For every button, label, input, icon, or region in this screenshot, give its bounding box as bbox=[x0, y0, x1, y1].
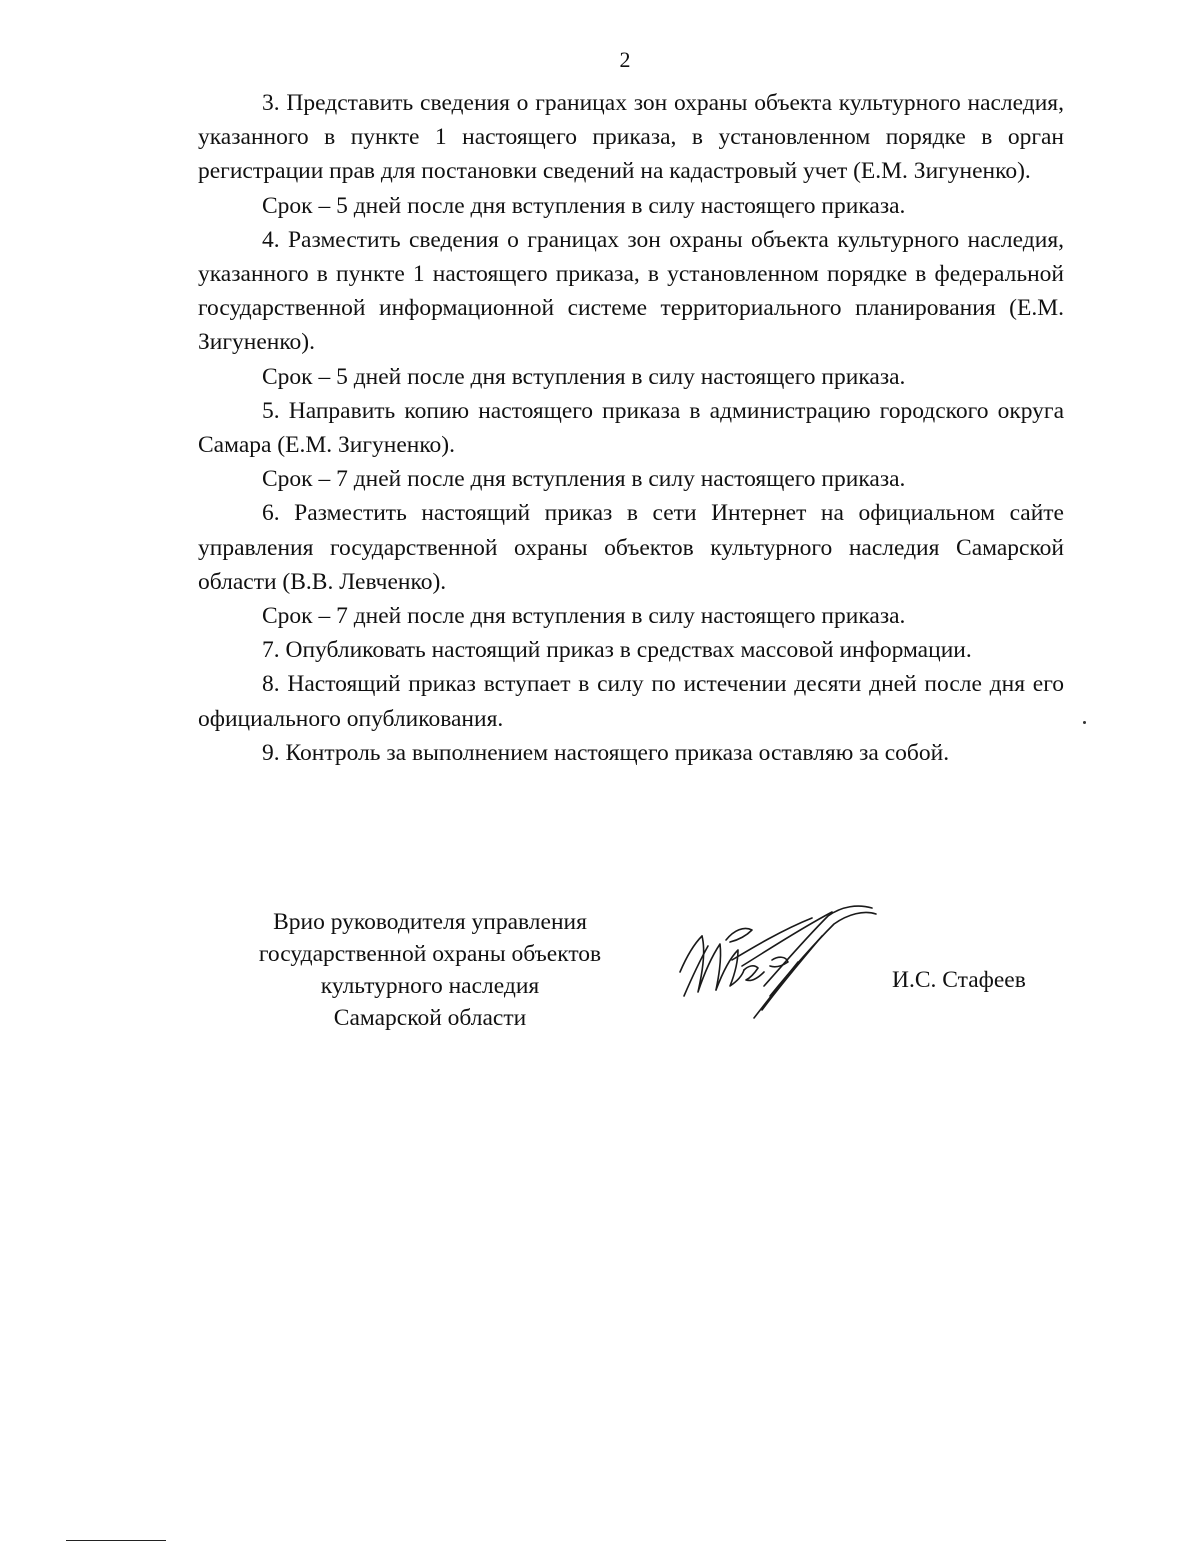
paragraph-deadline-4: Срок – 5 дней после дня вступления в силу настоящего приказа. bbox=[262, 363, 906, 390]
page-number: 2 bbox=[619, 47, 631, 72]
handwritten-signature-icon bbox=[672, 900, 882, 1024]
paragraph-deadline-5: Срок – 7 дней после дня вступления в силу настоящего приказа. bbox=[262, 466, 906, 493]
paragraph-item-5: 5. Направить копию настоящего приказа в администрацию городского округа Самара (Е.М. Зигуненко). bbox=[198, 397, 1064, 459]
paragraph-deadline-3: Срок – 5 дней после дня вступления в силу настоящего приказа. bbox=[262, 192, 906, 219]
signatory-title-line: государственной охраны объектов bbox=[258, 941, 602, 967]
paragraph-item-8: 8. Настоящий приказ вступает в силу по истечении десяти дней после дня его официального опубликования. bbox=[198, 671, 1064, 732]
paragraph-deadline-6: Срок – 7 дней после дня вступления в силу настоящего приказа. bbox=[262, 603, 906, 630]
paragraph-item-7: 7. Опубликовать настоящий приказ в средствах массовой информации. bbox=[262, 637, 972, 664]
paragraph-item-3: 3. Представить сведения о границах зон охраны объекта культурного наследия, указанного в пункте 1 настоящего приказа, в установленном порядке в орган регистрации прав для постановки сведений на кадастровый учет (Е.М. Зигуненко). bbox=[198, 90, 1064, 185]
paragraph-item-9: 9. Контроль за выполнением настоящего приказа оставляю за собой. bbox=[262, 739, 950, 766]
footer-rule bbox=[66, 1540, 166, 1541]
signatory-title bbox=[220, 906, 640, 1034]
scan-speck bbox=[1083, 721, 1086, 724]
signatory-title-line: Самарской области bbox=[333, 1005, 527, 1031]
document-body bbox=[198, 86, 1064, 770]
signatory-title-line: культурного наследия bbox=[320, 973, 540, 999]
signer-name: И.С. Стафеев bbox=[892, 967, 1026, 993]
paragraph-item-6: 6. Разместить настоящий приказ в сети Интернет на официальном сайте управления государственной охраны объектов культурного наследия Самарской области (В.В. Левченко). bbox=[198, 500, 1064, 595]
paragraph-item-4: 4. Разместить сведения о границах зон охраны объекта культурного наследия, указанного в пункте 1 настоящего приказа, в установленном порядке в федеральной государственной информационной системе территориального планирования (Е.М. Зигуненко). bbox=[198, 226, 1064, 356]
signatory-title-line: Врио руководителя управления bbox=[273, 909, 587, 935]
